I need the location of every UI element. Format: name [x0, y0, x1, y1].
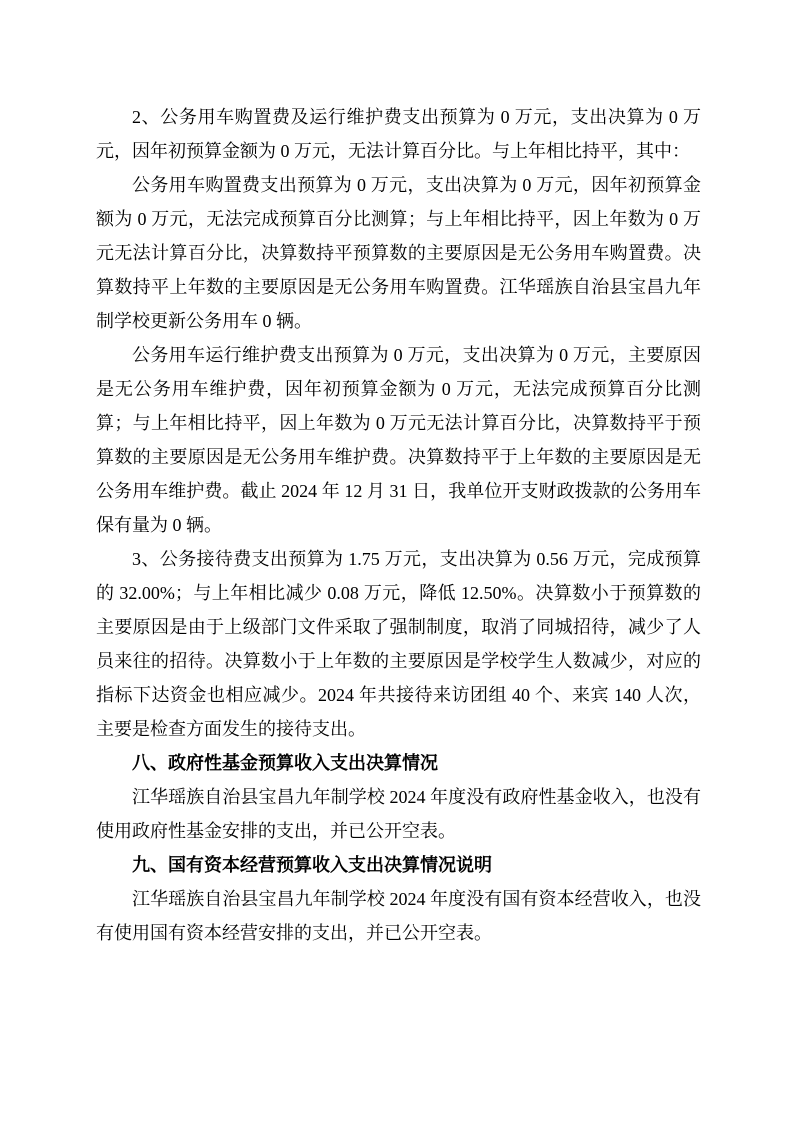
- paragraph-vehicle-maintenance: 公务用车运行维护费支出预算为 0 万元，支出决算为 0 万元，主要原因是无公务用车维护费，因年初预算金额为 0 万元，无法完成预算百分比测算；与上年相比持平，因上年数为 0 万元无法计算百分比，决算数持平于预算数的主要原因是无公务用车维护费。决算数持平于上年数的主要原因是无公务用车维护费。截止 2024 年 12 月 31 日，我单位开支财政拨款的公务用车保有量为 0 辆。: [96, 345, 701, 535]
- paragraph-vehicle-purchase: 公务用车购置费支出预算为 0 万元，支出决算为 0 万元，因年初预算金额为 0 万元，无法完成预算百分比测算；与上年相比持平，因上年数为 0 万元无法计算百分比，决算数持平预算数的主要原因是无公务用车购置费。决算数持平上年数的主要原因是无公务用车购置费。江华瑶族自治县宝昌九年制学校更新公务用车 0 辆。: [96, 175, 701, 331]
- paragraph-government-fund: 江华瑶族自治县宝昌九年制学校 2024 年度没有政府性基金收入，也没有使用政府性基金安排的支出，并已公开空表。: [96, 787, 701, 841]
- section-heading-government-fund: 八、政府性基金预算收入支出决算情况: [132, 753, 438, 773]
- document-body: [96, 100, 701, 950]
- paragraph-state-capital: 江华瑶族自治县宝昌九年制学校 2024 年度没有国有资本经营收入，也没有使用国有资本经营安排的支出，并已公开空表。: [96, 889, 701, 943]
- paragraph-vehicle-total: 2、公务用车购置费及运行维护费支出预算为 0 万元，支出决算为 0 万元，因年初预算金额为 0 万元，无法计算百分比。与上年相比持平，其中：: [96, 107, 701, 161]
- section-heading-state-capital: 九、国有资本经营预算收入支出决算情况说明: [132, 855, 492, 875]
- paragraph-official-reception: 3、公务接待费支出预算为 1.75 万元，支出决算为 0.56 万元，完成预算的 32.00%；与上年相比减少 0.08 万元，降低 12.50%。决算数小于预算数的主要原因是由于上级部门文件采取了强制制度，取消了同城招待，减少了人员来往的招待。决算数小于上年数的主要原因是学校学生人数减少，对应的指标下达资金也相应减少。2024 年共接待来访团组 40 个、来宾 140 人次，主要是检查方面发生的接待支出。: [96, 549, 701, 739]
